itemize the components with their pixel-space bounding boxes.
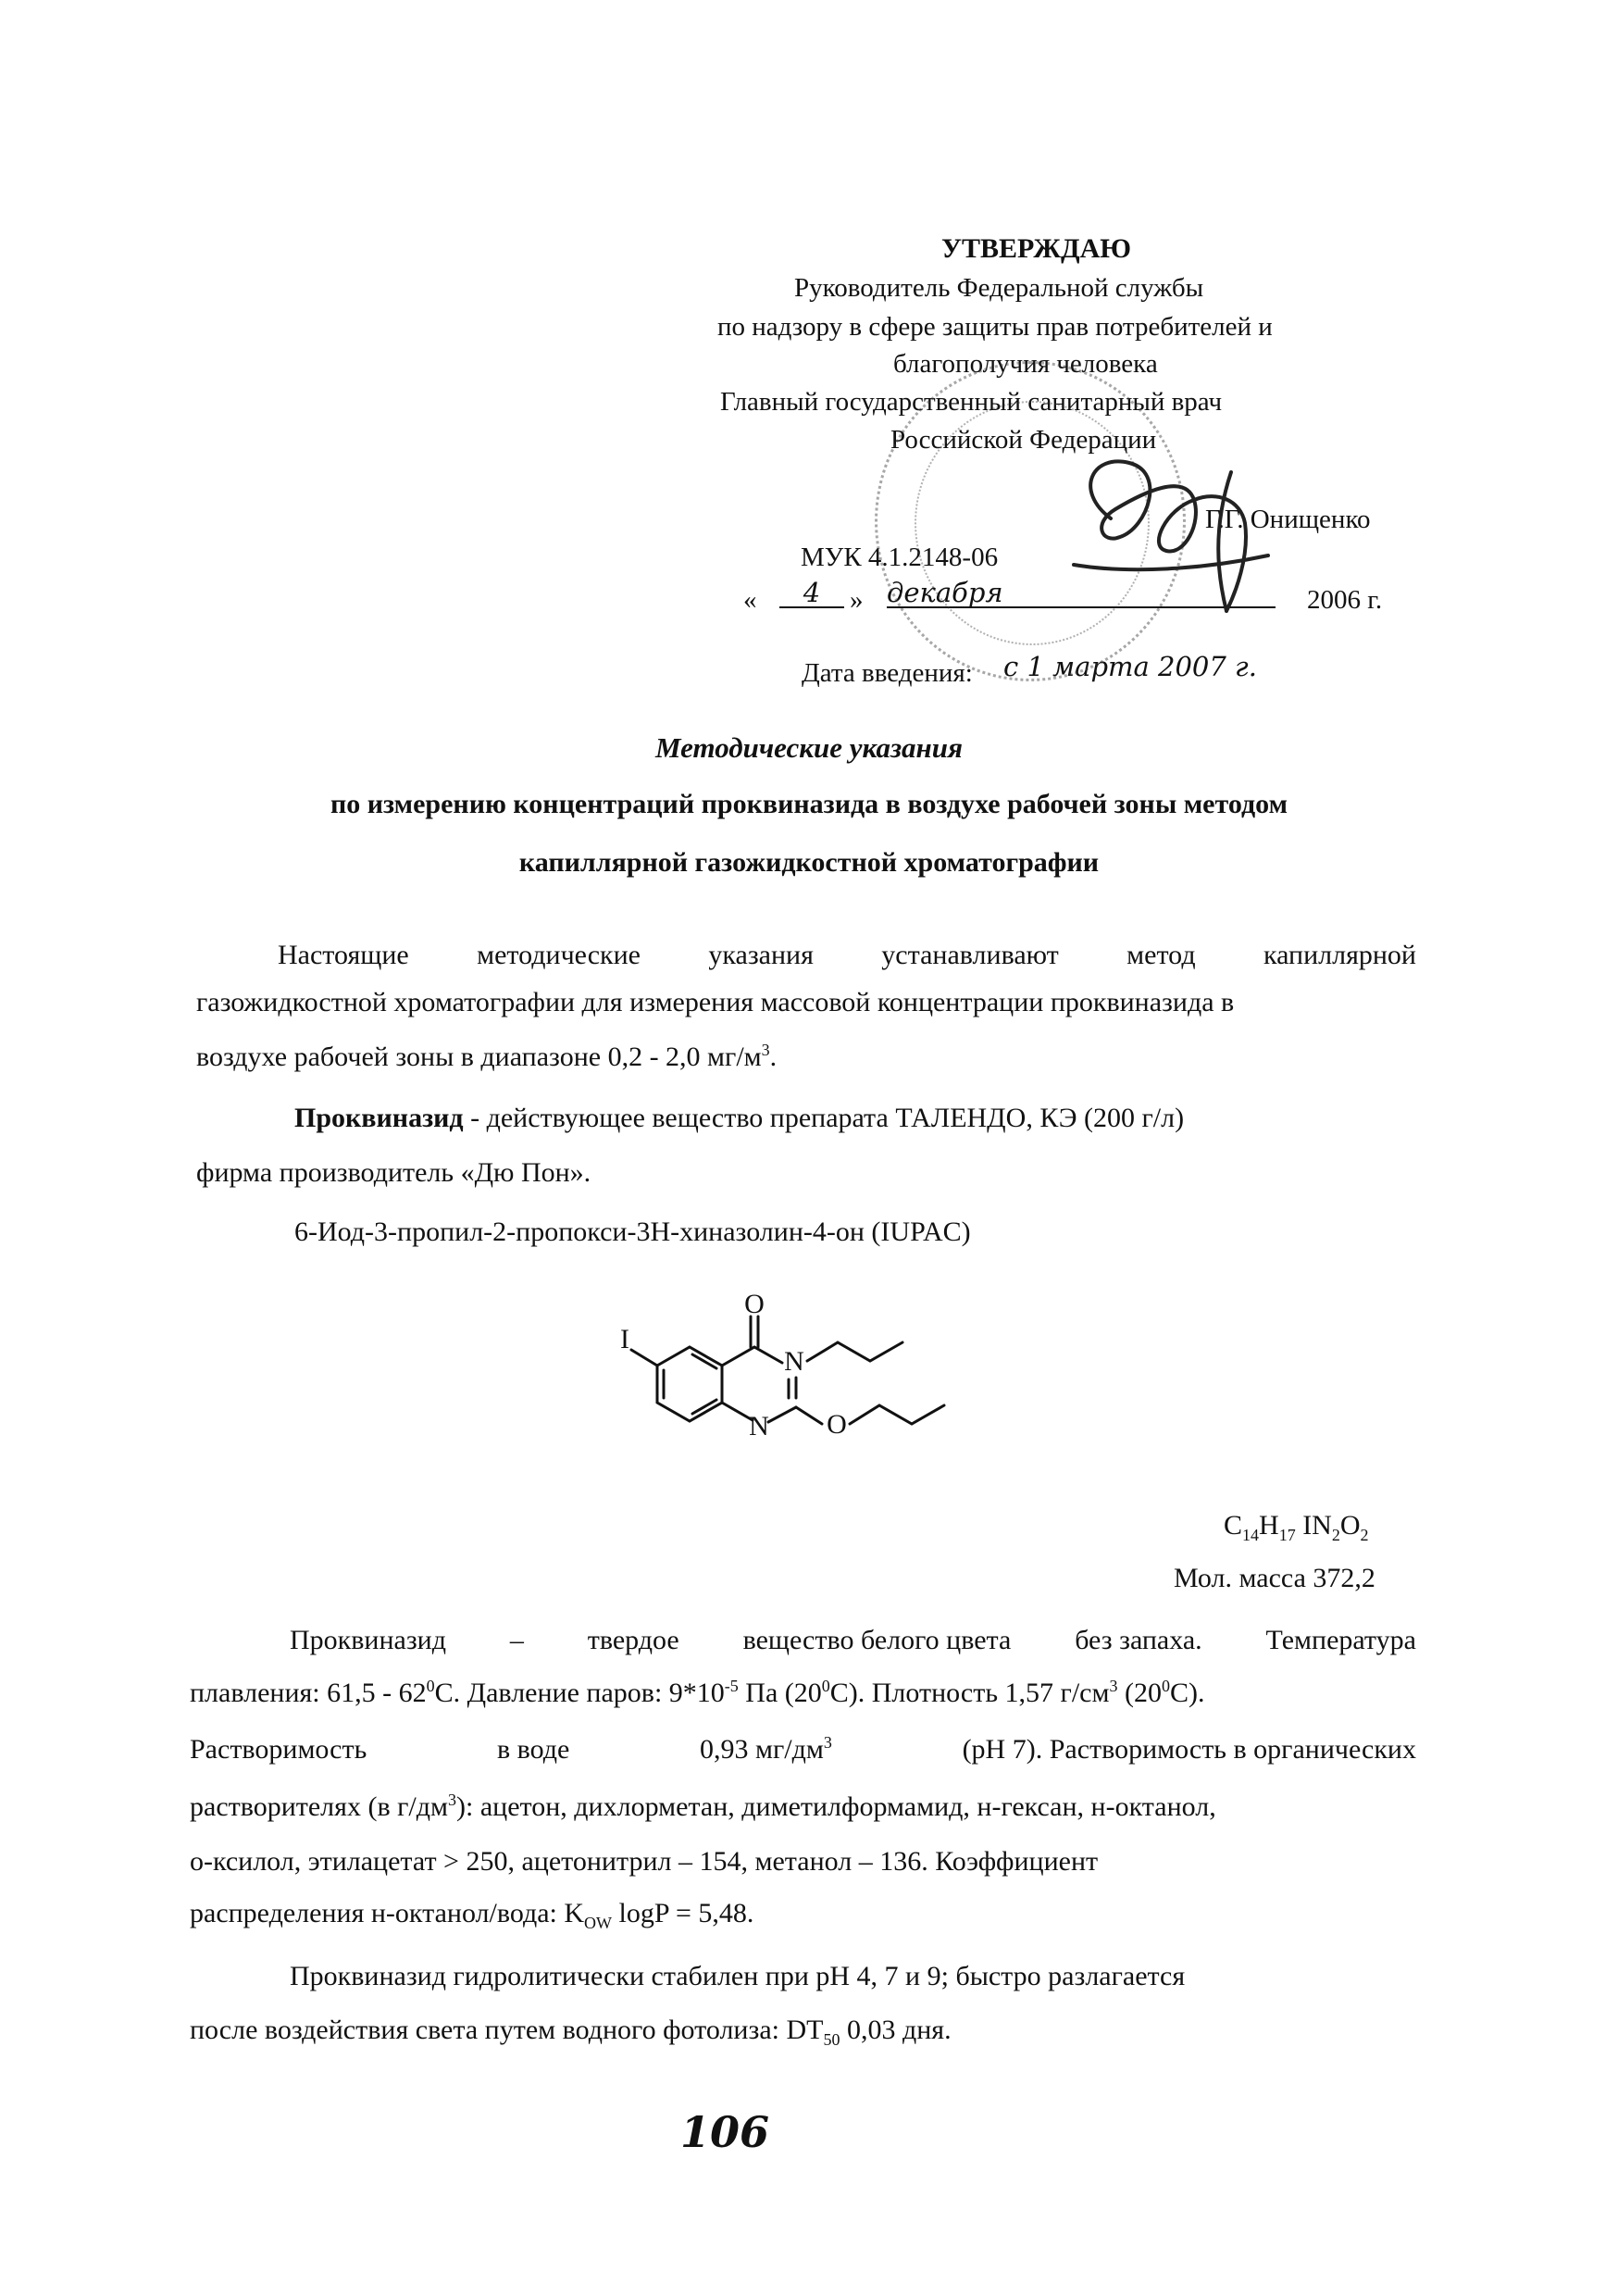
doc-title-2: по измерению концентраций проквиназида в воздухе рабочей зоны методом xyxy=(330,789,1288,819)
date-day: 4 xyxy=(779,580,844,608)
chemical-structure xyxy=(574,1268,1018,1491)
date-year: 2006 г. xyxy=(1307,585,1383,615)
page-number: 106 xyxy=(680,2107,770,2157)
atom-i-label: I xyxy=(620,1324,629,1354)
atom-n1-label: N xyxy=(749,1411,769,1441)
date-open-quote: « xyxy=(743,585,757,615)
approval-line-4: Главный государственный санитарный врач xyxy=(720,387,1223,417)
atom-o-label: O xyxy=(744,1289,765,1319)
muk-number: МУК 4.1.2148-06 xyxy=(801,543,999,572)
para1-word: капиллярной xyxy=(1263,940,1416,970)
para3-line-3: Растворимость в воде 0,93 $мг/дм^3$ (pH 7). Растворимость в органических xyxy=(190,1733,1416,1765)
para3-line-2: плавления: $61,5 - 62^0С$. Давление паров: $9*10^{-5}$ Па $(20^0С)$. Плотность 1,57 $г/см^3$ $(20^0С)$. xyxy=(190,1677,1205,1708)
molecular-formula: $C_{14}H_{17}$ $IN_2O_2$ xyxy=(1224,1510,1369,1544)
para3-line-5: о-ксилол, этилацетат > 250, ацетонитрил – 154, метанол – 136. Коэффициент xyxy=(190,1846,1099,1877)
atom-o2-label: O xyxy=(827,1409,847,1440)
atom-n3-label: N xyxy=(784,1346,804,1377)
approval-line-2: по надзору в сфере защиты прав потребителей и xyxy=(717,312,1273,342)
doc-title-1: Методические указания xyxy=(655,731,963,764)
para1-word: Настоящие xyxy=(278,940,409,970)
para3-line-4: растворителях (в $г/дм^3$): ацетон, дихлорметан, диметилформамид, н-гексан, н-октанол, xyxy=(190,1791,1216,1822)
official-seal xyxy=(875,361,1186,681)
date-close-quote: » xyxy=(850,585,864,615)
para1-word: метод xyxy=(1126,940,1196,970)
doc-title-3: капиллярной газожидкостной хроматографии xyxy=(518,847,1100,878)
para2-line-1: Проквиназид - действующее вещество препарата ТАЛЕНДО, КЭ (200 г/л) xyxy=(294,1103,1185,1133)
date-month: декабря xyxy=(887,580,1276,608)
para4-line-1: Проквиназид гидролитически стабилен при pH 4, 7 и 9; быстро разлагается xyxy=(290,1961,1186,1991)
para1-word: указания xyxy=(708,940,814,970)
approval-title: УТВЕРЖДАЮ xyxy=(941,233,1132,264)
para1-line-3: воздухе рабочей зоны в диапазоне 0,2 - 2,0 $мг/м^3$. xyxy=(196,1041,778,1072)
para1-line-1 xyxy=(278,933,1416,978)
product-name: Проквиназид xyxy=(294,1103,464,1133)
approval-line-5: Российской Федерации xyxy=(890,425,1157,455)
para4-line-2: после воздействия света путем водного фотолиза: $DT_{50}$ 0,03 дня. xyxy=(190,2015,952,2049)
para1-line-2: газожидкостной хроматографии для измерения массовой концентрации проквиназида в xyxy=(196,987,1235,1017)
para1-word: устанавливают xyxy=(881,940,1059,970)
para3-line-6: распределения н-октанол/вода: $K_{OW}$ logP = 5,48. xyxy=(190,1898,754,1932)
approval-line-3: благополучия человека xyxy=(893,349,1158,379)
iupac-name: 6-Иод-3-пропил-2-пропокси-3Н-хиназолин-4-он (IUPAC) xyxy=(294,1217,971,1247)
para3-line-1: Проквиназид – твердое вещество белого цвета без запаха. Температура xyxy=(290,1625,1416,1655)
approval-line-1: Руководитель Федеральной службы xyxy=(794,273,1204,303)
intro-date-label: Дата введения: xyxy=(802,658,973,688)
para2-line-2: фирма производитель «Дю Пон». xyxy=(196,1157,591,1188)
signer-name: Г.Г. Онищенко xyxy=(1205,505,1371,534)
para1-word: методические xyxy=(477,940,641,970)
molar-mass: Мол. масса 372,2 xyxy=(1174,1563,1375,1593)
intro-date-value: с 1 марта 2007 г. xyxy=(1003,651,1257,682)
